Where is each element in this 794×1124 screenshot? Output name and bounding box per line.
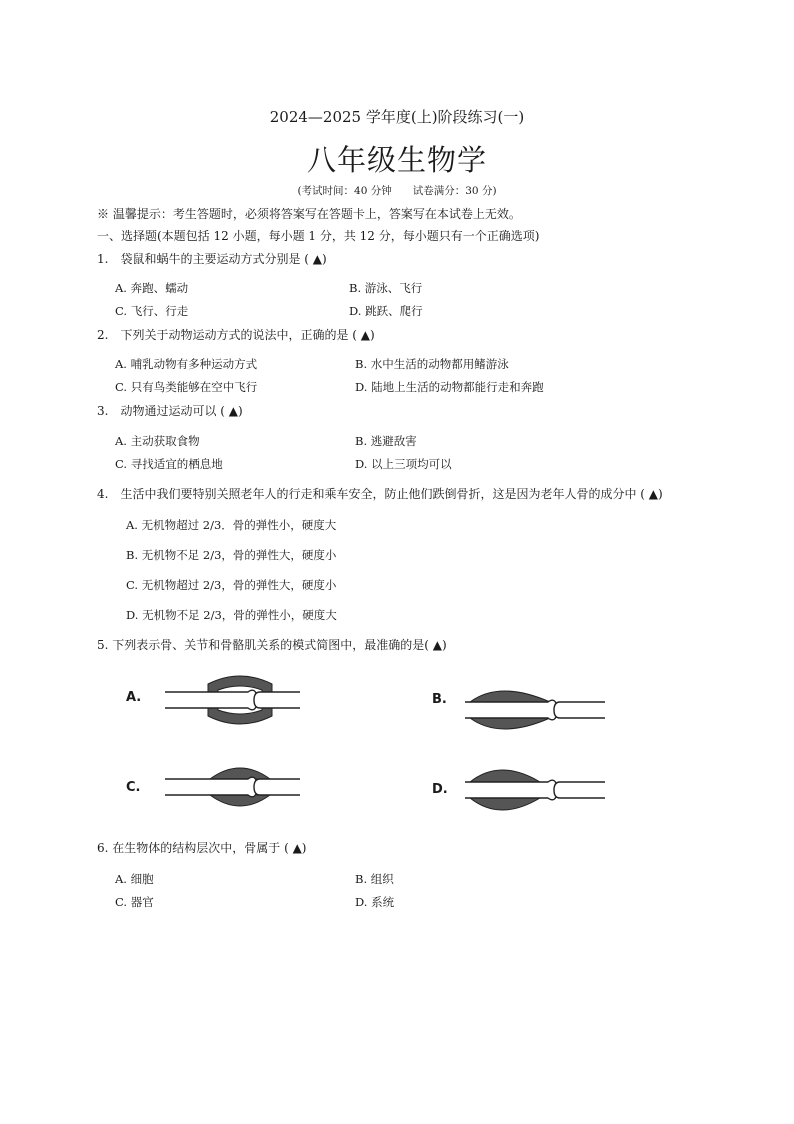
q6-option-b: B. 组织 [355,872,394,886]
q1-option-c: C. 飞行、行走 [115,304,189,318]
question-1: 1. 袋鼠和蜗牛的主要运动方式分别是 ( ▲) [97,252,327,266]
q6-option-a: A. 细胞 [115,872,154,886]
joint-diagram-b [460,680,610,740]
question-4: 4. 生活中我们要特别关照老年人的行走和乘车安全，防止他们跌倒骨折，这是因为老年人骨的成分中 ( ▲) [97,487,663,501]
q4-option-b: B. 无机物不足 2/3，骨的弹性大，硬度小 [126,548,337,562]
joint-diagram-d [460,760,610,820]
q2-option-b: B. 水中生活的动物都用鳍游泳 [355,357,509,371]
joint-diagram-a [160,670,305,730]
q2-option-c: C. 只有鸟类能够在空中飞行 [115,380,258,394]
question-3: 3. 动物通过运动可以 ( ▲) [97,404,243,418]
q3-option-c: C. 寻找适宜的栖息地 [115,457,223,471]
section-heading: 一、选择题(本题包括 12 小题，每小题 1 分，共 12 分，每小题只有一个正确选项) [97,229,540,243]
q2-option-a: A. 哺乳动物有多种运动方式 [115,357,258,371]
exam-tip: ※ 温馨提示：考生答题时，必须将答案写在答题卡上，答案写在本试卷上无效。 [97,207,521,221]
q6-option-d: D. 系统 [355,895,395,909]
q3-option-b: B. 逃避敌害 [355,434,417,448]
question-2: 2. 下列关于动物运动方式的说法中，正确的是 ( ▲) [97,328,375,342]
q4-option-c: C. 无机物超过 2/3，骨的弹性大，硬度小 [126,578,337,592]
q1-option-d: D. 跳跃、爬行 [349,304,423,318]
q3-option-a: A. 主动获取食物 [115,434,200,448]
q1-option-b: B. 游泳、飞行 [349,281,423,295]
diagram-label-b: B. [432,692,447,707]
q4-option-d: D. 无机物不足 2/3，骨的弹性小，硬度大 [126,608,337,622]
q6-option-c: C. 器官 [115,895,154,909]
q3-option-d: D. 以上三项均可以 [355,457,452,471]
diagram-label-d: D. [432,782,448,797]
diagram-label-a: A. [126,690,142,705]
question-6: 6. 在生物体的结构层次中，骨属于 ( ▲) [97,841,307,855]
joint-diagram-c [160,757,305,817]
q2-option-d: D. 陆地上生活的动物都能行走和奔跑 [355,380,544,394]
exam-subtitle: 2024—2025 学年度(上)阶段练习(一) [269,108,525,126]
diagram-label-c: C. [126,780,141,795]
exam-meta: (考试时间：40 分钟 试卷满分：30 分) [297,185,497,197]
q1-option-a: A. 奔跑、蠕动 [115,281,189,295]
question-5: 5. 下列表示骨、关节和骨骼肌关系的模式简图中，最准确的是( ▲) [97,638,447,652]
q4-option-a: A. 无机物超过 2/3．骨的弹性小，硬度大 [126,518,337,532]
exam-title: 八年级生物学 [306,143,487,177]
